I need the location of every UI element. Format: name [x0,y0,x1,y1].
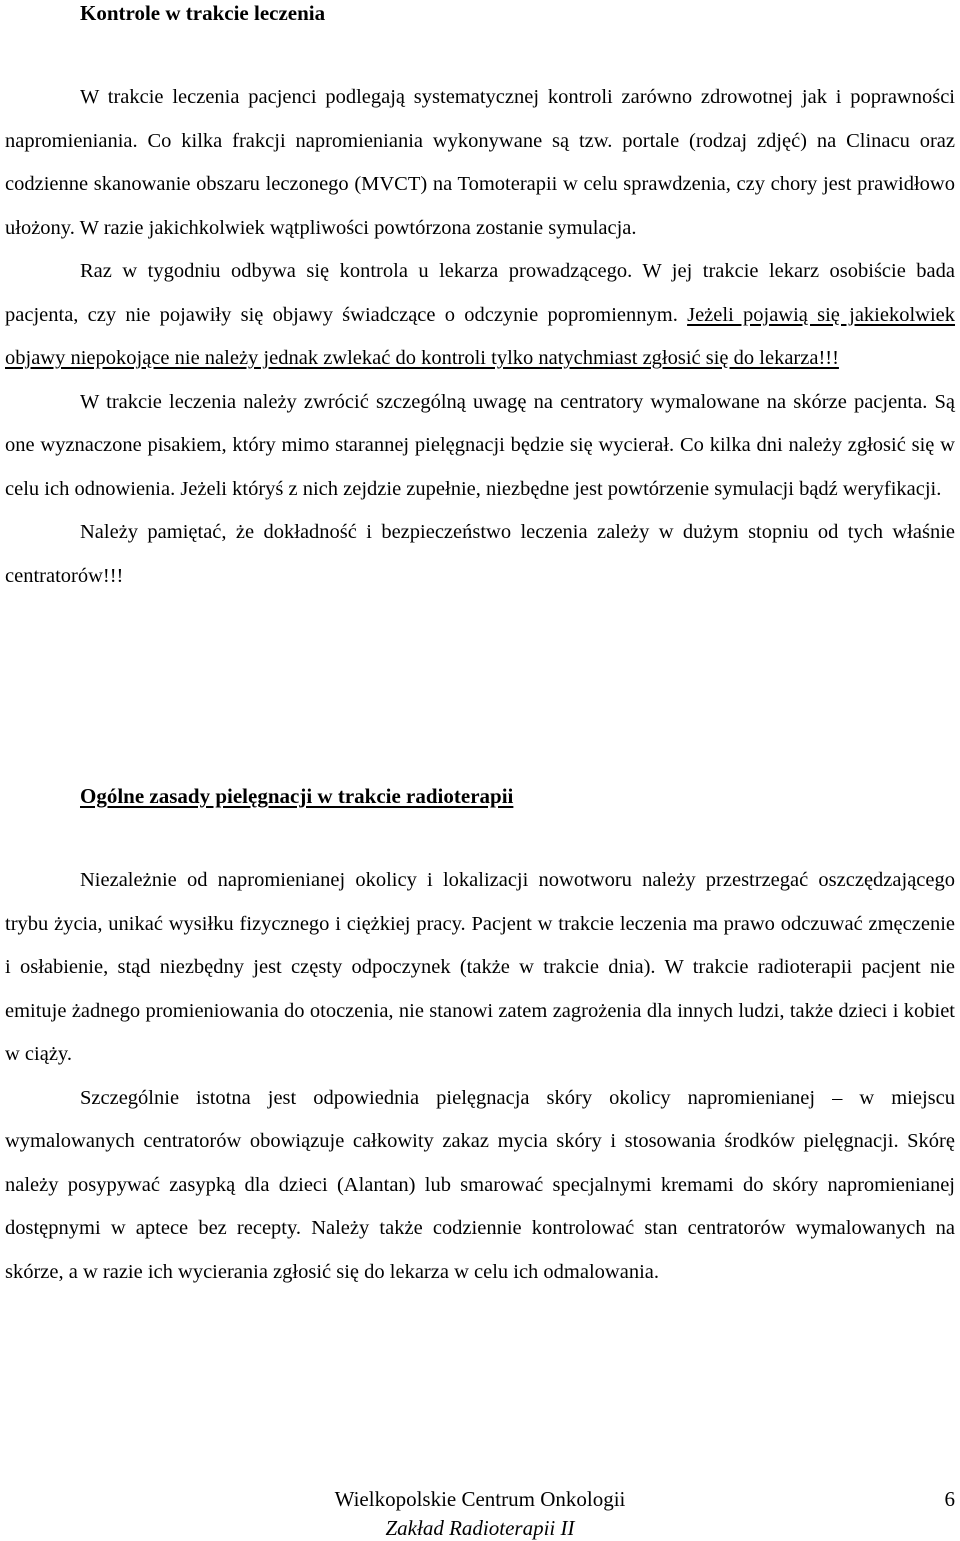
section-title-pielegnacja: Ogólne zasady pielęgnacji w trakcie radioterapii [80,784,514,808]
paragraph-text: Raz w tygodniu odbywa się kontrola u lekarza prowadzącego. W jej trakcie lekarz osobiście bada pacjenta, czy nie pojawiły się objawy świadczące o odczynie popromiennym. [5,260,955,326]
paragraph: Należy pamiętać, że dokładność i bezpieczeństwo leczenia zależy w dużym stopniu od tych właśnie centratorów!!! [5,521,955,587]
section-body-kontrole [5,76,955,598]
section-body-pielegnacja [5,859,955,1294]
page-number: 6 [944,1487,955,1511]
paragraph: Niezależnie od napromienianej okolicy i lokalizacji nowotworu należy przestrzegać oszczędzającego trybu życia, unikać wysiłku fizycznego i ciężkiej pracy. Pacjent w trakcie leczenia ma prawo odczuwać zmęczenie i osłabienie, stąd niezbędny jest częsty odpoczynek (także w trakcie dnia). W trakcie radioterapii pacjent nie emituje żadnego promieniowania do otoczenia, nie stanowi zatem zagrożenia dla innych ludzi, także dzieci i kobiet w ciąży. [5,869,955,1065]
paragraph: W trakcie leczenia pacjenci podlegają systematycznej kontroli zarówno zdrowotnej jak i poprawności napromieniania. Co kilka frakcji napromieniania wykonywane są tzw. portale (rodzaj zdjęć) na Clinacu oraz codzienne skanowanie obszaru leczonego (MVCT) na Tomoterapii w celu sprawdzenia, czy chory jest prawidłowo ułożony. W razie jakichkolwiek wątpliwości powtórzona zostanie symulacja. [5,86,955,239]
warning-text: Jeżeli pojawią się jakiekolwiek objawy niepokojące nie należy jednak zwlekać do kontroli tylko natychmiast zgłosić się do lekarza!!! [5,303,956,369]
section-title-kontrole: Kontrole w trakcie leczenia [80,1,326,25]
paragraph: Szczególnie istotna jest odpowiednia pielęgnacja skóry okolicy napromienianej – w miejscu wymalowanych centratorów obowiązuje całkowity zakaz mycia skóry i stosowania środków pielęgnacji. Skórę należy posypywać zasypką dla dzieci (Alantan) lub smarować specjalnymi kremami do skóry napromienianej dostępnymi w aptece bez recepty. Należy także codziennie kontrolować stan centratorów wymalowanych na skórze, a w razie ich wycierania zgłosić się do lekarza w celu ich odmalowania. [5,1086,955,1283]
footer-organization: Wielkopolskie Centrum Onkologii [334,1487,626,1511]
paragraph [5,250,955,381]
footer-department: Zakład Radioterapii II [385,1516,575,1540]
paragraph: W trakcie leczenia należy zwrócić szczególną uwagę na centratory wymalowane na skórze pacjenta. Są one wyznaczone pisakiem, który mimo starannej pielęgnacji będzie się wycierał. Co kilka dni należy zgłosić się w celu ich odnowienia. Jeżeli któryś z nich zejdzie zupełnie, niezbędne jest powtórzenie symulacji bądź weryfikacji. [5,390,955,500]
